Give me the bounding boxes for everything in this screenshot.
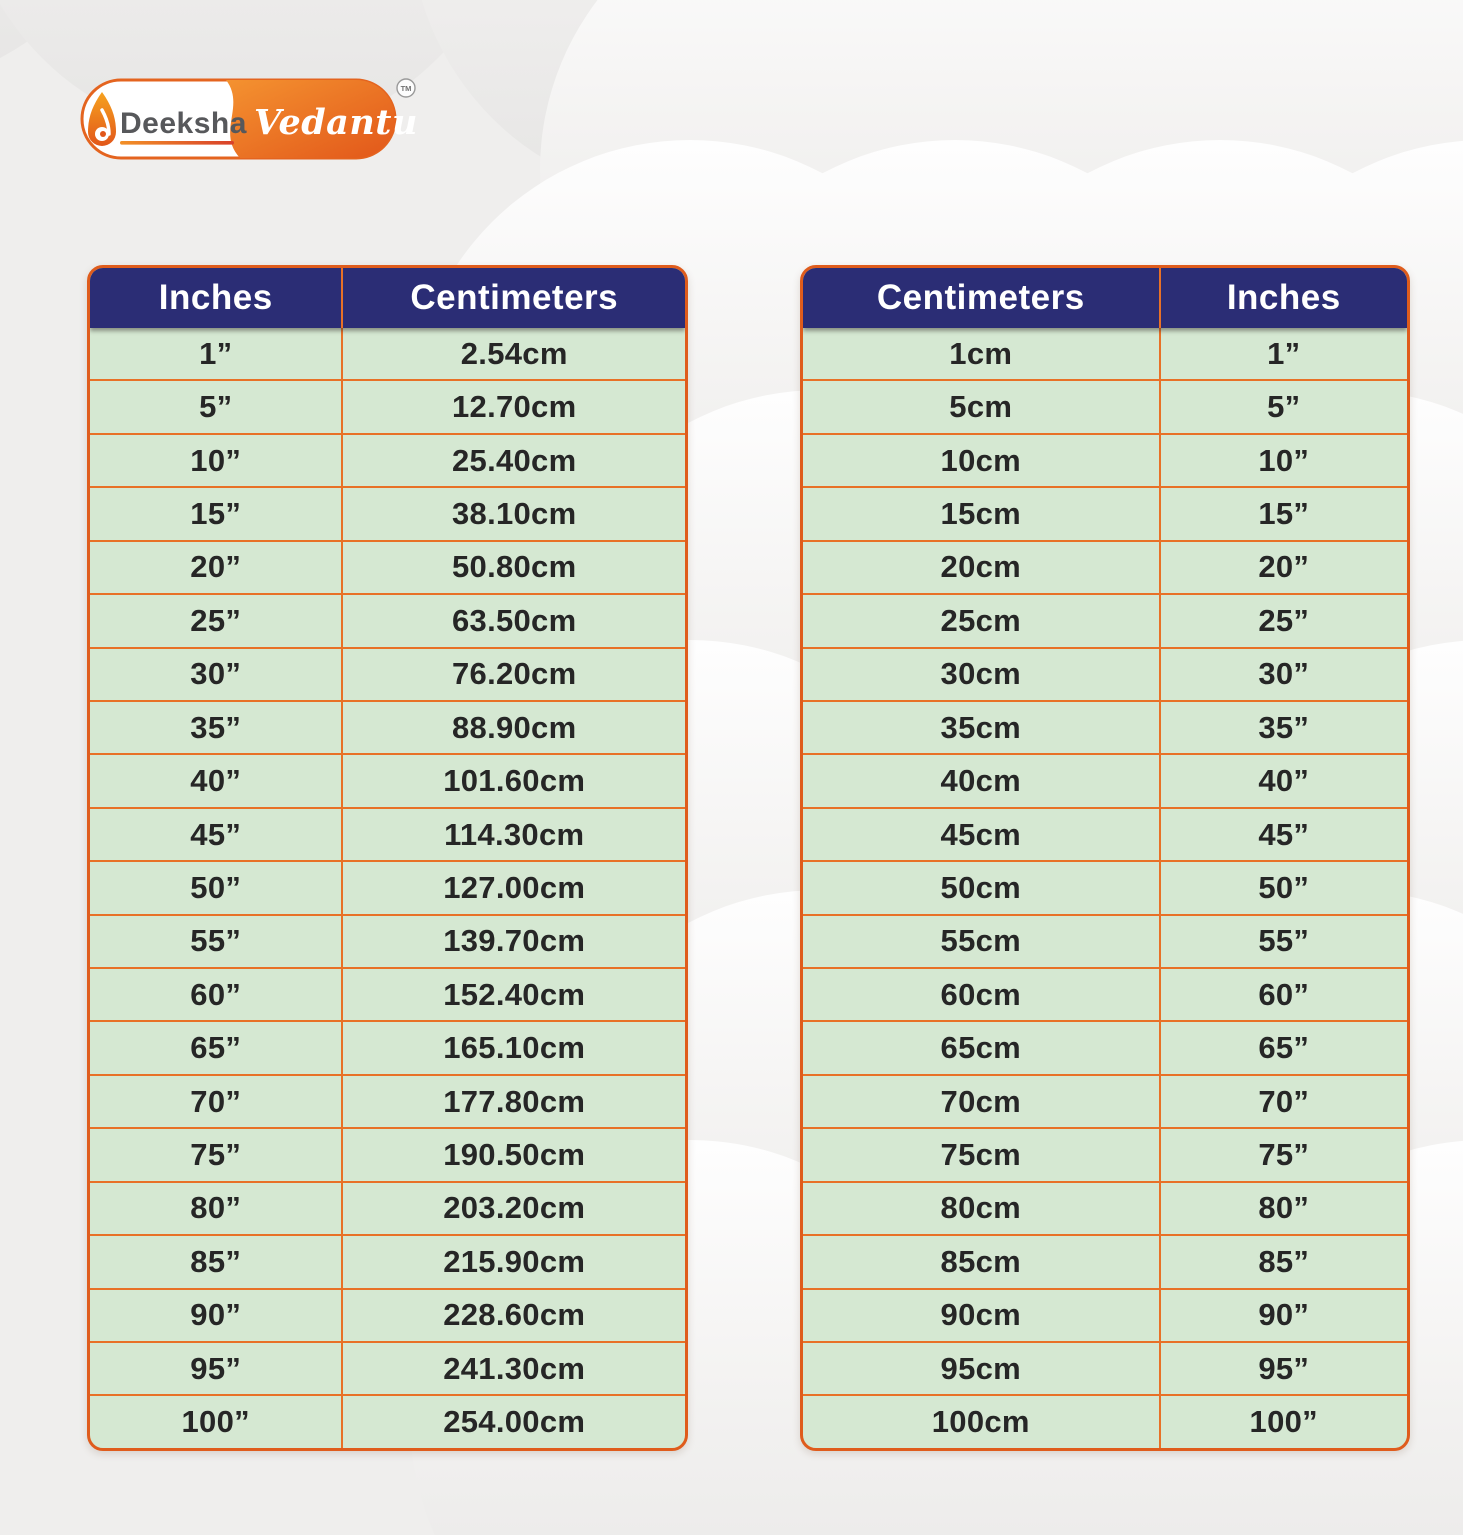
- table-cell: 75”: [90, 1129, 343, 1180]
- table-row: [803, 593, 1407, 646]
- table-cell: 38.10cm: [451, 495, 577, 531]
- table-cell: 75cm: [803, 1129, 1161, 1180]
- table-cell: 65”: [90, 1022, 343, 1073]
- table-cell: 20”: [90, 542, 343, 593]
- column-header-centimeters: Centimeters: [410, 278, 619, 317]
- table-cell: 65cm: [803, 1022, 1161, 1073]
- table-cell: 1”: [1267, 335, 1301, 371]
- table-row: [803, 1234, 1407, 1287]
- table-row: [803, 1127, 1407, 1180]
- table-cell: 80”: [1258, 1190, 1310, 1226]
- table-row: [803, 967, 1407, 1020]
- table-cell: 50.80cm: [451, 549, 577, 585]
- table-cell: 65”: [1258, 1030, 1310, 1066]
- table-cell: 95cm: [803, 1343, 1161, 1394]
- table-row: [803, 700, 1407, 753]
- table-cell: 60”: [1258, 976, 1310, 1012]
- table-cell: 25.40cm: [451, 442, 577, 478]
- table-row: [90, 914, 685, 967]
- table-cell: 90cm: [803, 1290, 1161, 1341]
- table-cell: 40cm: [803, 755, 1161, 806]
- table-header-row: [803, 268, 1407, 328]
- table-cell: 5”: [90, 381, 343, 432]
- table-cell: 101.60cm: [443, 763, 586, 799]
- table-cell: 30”: [1258, 656, 1310, 692]
- brand-logo: [76, 78, 428, 170]
- table-cell: 70”: [90, 1076, 343, 1127]
- table-cell: 90”: [90, 1290, 343, 1341]
- table-row: [803, 540, 1407, 593]
- table-row: [803, 860, 1407, 913]
- table-cell: 76.20cm: [451, 656, 577, 692]
- table-cell: 25cm: [803, 595, 1161, 646]
- table-cell: 88.90cm: [451, 709, 577, 745]
- table-cell: 100cm: [803, 1396, 1161, 1447]
- table-cell: 80cm: [803, 1183, 1161, 1234]
- table-row: [90, 1394, 685, 1447]
- table-cell: 30”: [90, 649, 343, 700]
- deeksha-vedantu-logo: [76, 78, 428, 170]
- table-cell: 20cm: [803, 542, 1161, 593]
- table-cell: 95”: [90, 1343, 343, 1394]
- table-row: [90, 1127, 685, 1180]
- table-cell: 15”: [90, 488, 343, 539]
- table-cell: 190.50cm: [443, 1137, 586, 1173]
- table-row: [803, 914, 1407, 967]
- table-row: [90, 1341, 685, 1394]
- table-cell: 1cm: [803, 328, 1161, 379]
- table-cell: 63.50cm: [451, 602, 577, 638]
- table-body: [803, 328, 1407, 1448]
- table-cell: 85cm: [803, 1236, 1161, 1287]
- table-row: [90, 1020, 685, 1073]
- deeksha-wordmark: Deeksha: [120, 107, 247, 140]
- table-row: [803, 433, 1407, 486]
- table-cell: 70cm: [803, 1076, 1161, 1127]
- table-cell: 15”: [1258, 495, 1310, 531]
- table-cell: 254.00cm: [443, 1404, 586, 1440]
- table-row: [90, 1288, 685, 1341]
- table-row: [90, 753, 685, 806]
- table-cell: 95”: [1258, 1350, 1310, 1386]
- table-cell: 35”: [1258, 709, 1310, 745]
- table-header-row: [90, 268, 685, 328]
- table-row: [90, 593, 685, 646]
- table-row: [803, 328, 1407, 379]
- table-cell: 215.90cm: [443, 1243, 586, 1279]
- table-cell: 5”: [1267, 389, 1301, 425]
- table-cell: 100”: [90, 1396, 343, 1447]
- table-cell: 85”: [90, 1236, 343, 1287]
- table-row: [803, 1288, 1407, 1341]
- table-cell: 127.00cm: [443, 869, 586, 905]
- table-cell: 90”: [1258, 1297, 1310, 1333]
- table-row: [803, 647, 1407, 700]
- table-row: [90, 647, 685, 700]
- table-cell: 35”: [90, 702, 343, 753]
- table-cell: 10cm: [803, 435, 1161, 486]
- table-cell: 203.20cm: [443, 1190, 586, 1226]
- vedantu-wordmark: Vedantu: [254, 102, 418, 143]
- table-body: [90, 328, 685, 1448]
- table-row: [803, 1394, 1407, 1447]
- table-cell: 70”: [1258, 1083, 1310, 1119]
- table-row: [803, 486, 1407, 539]
- column-header-centimeters: Centimeters: [803, 268, 1161, 328]
- table-cell: 165.10cm: [443, 1030, 586, 1066]
- table-row: [90, 1181, 685, 1234]
- deeksha-underline: [120, 141, 234, 145]
- table-cell: 50”: [90, 862, 343, 913]
- table-cell: 177.80cm: [443, 1083, 586, 1119]
- table-row: [803, 753, 1407, 806]
- table-cell: 80”: [90, 1183, 343, 1234]
- table-row: [90, 700, 685, 753]
- table-cell: 40”: [1258, 763, 1310, 799]
- table-cell: 20”: [1258, 549, 1310, 585]
- svg-text:TM: TM: [400, 84, 412, 93]
- table-cell: 55”: [1258, 923, 1310, 959]
- table-row: [803, 1181, 1407, 1234]
- table-row: [90, 433, 685, 486]
- table-cell: 85”: [1258, 1243, 1310, 1279]
- table-cell: 45cm: [803, 809, 1161, 860]
- table-row: [803, 379, 1407, 432]
- table-cell: 50”: [1258, 869, 1310, 905]
- table-cell: 241.30cm: [443, 1350, 586, 1386]
- table-cell: 40”: [90, 755, 343, 806]
- table-cell: 152.40cm: [443, 976, 586, 1012]
- inches-to-centimeters-table: [87, 265, 688, 1451]
- table-cell: 50cm: [803, 862, 1161, 913]
- table-row: [90, 1074, 685, 1127]
- table-cell: 139.70cm: [443, 923, 586, 959]
- table-row: [90, 807, 685, 860]
- table-cell: 30cm: [803, 649, 1161, 700]
- table-cell: 114.30cm: [444, 816, 585, 852]
- table-cell: 55cm: [803, 916, 1161, 967]
- table-row: [803, 1341, 1407, 1394]
- trademark-badge: [397, 79, 415, 97]
- centimeters-to-inches-table: [800, 265, 1410, 1451]
- table-row: [803, 807, 1407, 860]
- table-cell: 1”: [90, 328, 343, 379]
- table-cell: 5cm: [803, 381, 1161, 432]
- table-cell: 100”: [1249, 1404, 1318, 1440]
- table-cell: 45”: [90, 809, 343, 860]
- table-cell: 10”: [1258, 442, 1310, 478]
- table-cell: 12.70cm: [451, 389, 577, 425]
- table-cell: 228.60cm: [443, 1297, 586, 1333]
- table-cell: 75”: [1258, 1137, 1310, 1173]
- table-row: [803, 1074, 1407, 1127]
- column-header-inches: Inches: [90, 268, 343, 328]
- table-row: [90, 379, 685, 432]
- table-row: [90, 860, 685, 913]
- table-cell: 55”: [90, 916, 343, 967]
- table-row: [803, 1020, 1407, 1073]
- table-cell: 60cm: [803, 969, 1161, 1020]
- table-row: [90, 540, 685, 593]
- table-cell: 10”: [90, 435, 343, 486]
- table-cell: 35cm: [803, 702, 1161, 753]
- table-cell: 60”: [90, 969, 343, 1020]
- table-cell: 2.54cm: [460, 335, 568, 371]
- table-cell: 25”: [1258, 602, 1310, 638]
- table-row: [90, 1234, 685, 1287]
- table-cell: 25”: [90, 595, 343, 646]
- table-cell: 45”: [1258, 816, 1310, 852]
- table-cell: 15cm: [803, 488, 1161, 539]
- table-row: [90, 486, 685, 539]
- table-row: [90, 328, 685, 379]
- column-header-inches: Inches: [1226, 278, 1341, 317]
- table-row: [90, 967, 685, 1020]
